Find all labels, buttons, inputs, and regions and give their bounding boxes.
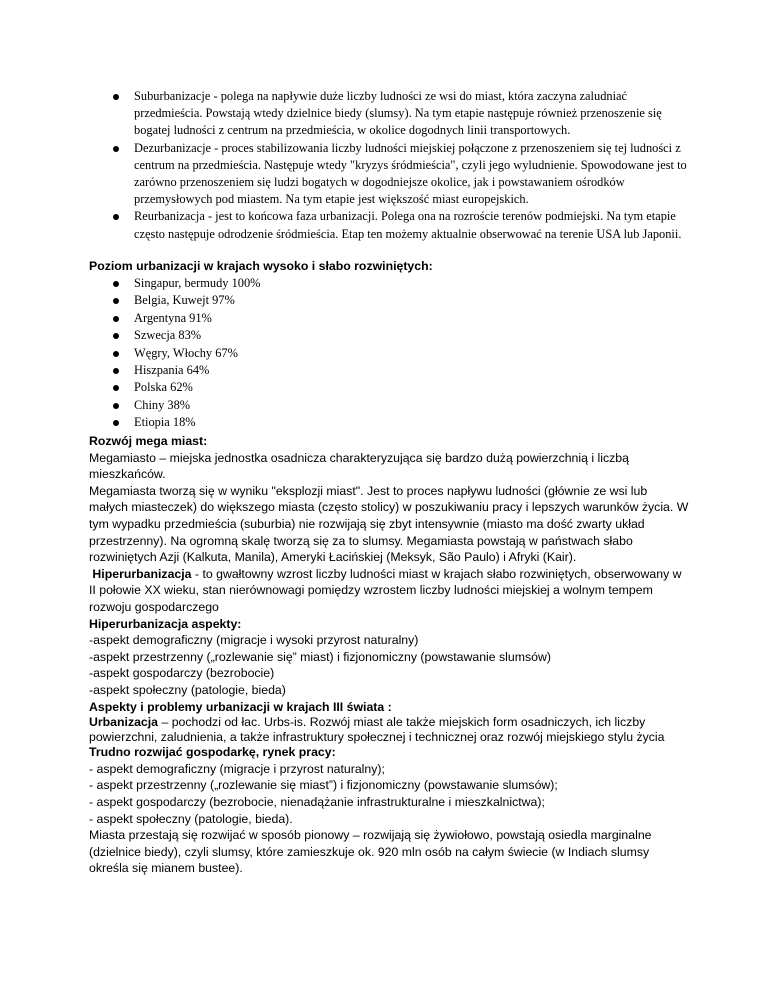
list-item: Argentyna 91% <box>134 310 434 327</box>
urbanization-levels-heading: Poziom urbanizacji w krajach wysoko i słabo rozwiniętych: <box>89 259 433 273</box>
megacities-description: Megamiasta tworzą się w wyniku "eksplozji miast". Jest to proces napływu ludności (głównie ze wsi lub małych miasteczek) do większego miasta (często stolicy) w poszukiwaniu pracy i lepszych warunków życia. W tym wypadku przedmieścia (suburbia) nie rozwijają się zbyt intensywnie (miasto ma dość zwarty układ przestrzenny). Na ogromną skalę tworzą się za to slumsy. Megamiasta powstają w państwach słabo rozwiniętych Azji (Kalkuta, Manila), Ameryki Łacińskiej (Meksyk, São Paulo) i Afryki (Kair). <box>89 483 689 565</box>
urbanization-phases-list <box>134 88 694 243</box>
hyperurbanization-term: Hiperurbanizacja <box>92 566 192 581</box>
urbanization-levels-list <box>134 275 434 432</box>
hyperurbanization-text: - to gwałtowny wzrost liczby ludności miast w krajach słabo rozwiniętych, obserwowany w II połowie XX wieku, stan nierównowagi pomiędzy wzrostem liczby ludności miejskiej a wolnym tempem rozwoju gospodarczego <box>89 566 682 614</box>
list-item: Węgry, Włochy 67% <box>134 345 434 362</box>
aspect-line: - aspekt demograficzny (migracje i przyrost naturalny); <box>89 761 385 776</box>
list-item: Chiny 38% <box>134 397 434 414</box>
urbanization-term: Urbanizacja <box>89 715 159 730</box>
aspect-line: -aspekt demograficzny (migracje i wysoki przyrost naturalny) <box>89 633 419 648</box>
aspect-line: -aspekt społeczny (patologie, bieda) <box>89 682 286 697</box>
list-item: Belgia, Kuwejt 97% <box>134 292 434 309</box>
list-item: Etiopia 18% <box>134 414 434 431</box>
list-item: Dezurbanizacje - proces stabilizowania liczby ludności miejskiej połączone z przenoszeniem się tej ludności z centrum na przedmieścia. Następuje wtedy "kryzys śródmieścia", czyli jego wyludnienie. Spowodowane jest to zarówno przenoszeniem się ludzi bogatych w dogodniejsze okolice, jak i powstawaniem ośrodków przemysłowych pod miastem. Na tym etapie jest większość miast europejskich. <box>134 140 694 209</box>
megacities-definition: Megamiasto – miejska jednostka osadnicza charakteryzująca się bardzo dużą powierzchnią i liczbą mieszkańców. <box>89 450 629 482</box>
list-item: Reurbanizacja - jest to końcowa faza urbanizacji. Polega ona na rozroście terenów podmiejski. Na tym etapie często następuje odrodzenie śródmieścia. Etap ten możemy aktualnie obserwować na terenie USA lub Japonii. <box>134 208 694 242</box>
list-item: Polska 62% <box>134 379 434 396</box>
economy-heading: Trudno rozwijać gospodarkę, rynek pracy: <box>89 745 336 760</box>
aspect-line: - aspekt przestrzenny („rozlewanie się miast”) i fizjonomiczny (powstawanie slumsów); <box>89 778 558 793</box>
list-item: Szwecja 83% <box>134 327 434 344</box>
urbanization-text: – pochodzi od łac. Urbs-is. Rozwój miast ale także miejskich form osadniczych, ich liczby powierzchni, zaludnienia, a także infrastruktury społecznej i technicznej oraz rozwój miejskiego stylu życia <box>89 715 665 744</box>
hyperurbanization-aspects-heading: Hiperurbanizacja aspekty: <box>89 616 242 631</box>
aspect-line: - aspekt gospodarczy (bezrobocie, nienadążanie infrastrukturalne i mieszkalnictwa); <box>89 795 545 810</box>
megacities-heading: Rozwój mega miast: <box>89 434 208 448</box>
urbanization-definition <box>89 715 689 744</box>
aspect-line: -aspekt przestrzenny („rozlewanie się” miast) i fizjonomiczny (powstawanie slumsów) <box>89 649 551 664</box>
aspect-line: - aspekt społeczny (patologie, bieda). <box>89 811 293 826</box>
third-world-heading: Aspekty i problemy urbanizacji w krajach III świata : <box>89 699 392 714</box>
closing-paragraph: Miasta przestają się rozwijać w sposób pionowy – rozwijają się żywiołowo, powstają osiedla marginalne (dzielnice biedy), czyli slumsy, które zamieszkuje ok. 920 mln osób na całym świecie (w Indiach slumsy określa się mianem bustee). <box>89 828 652 876</box>
main-text <box>89 433 689 877</box>
list-item: Suburbanizacje - polega na napływie duże liczby ludności ze wsi do miast, która zaczyna zaludniać przedmieścia. Powstają wtedy dzielnice biedy (slumsy). Na tym etapie następuje również przenoszenie się bogatej ludności z centrum na przedmieścia, w okolice dogodnych linii transportowych. <box>134 88 694 140</box>
hyperurbanization-definition <box>89 566 689 616</box>
aspect-line: -aspekt gospodarczy (bezrobocie) <box>89 666 275 681</box>
list-item: Singapur, bermudy 100% <box>134 275 434 292</box>
list-item: Hiszpania 64% <box>134 362 434 379</box>
